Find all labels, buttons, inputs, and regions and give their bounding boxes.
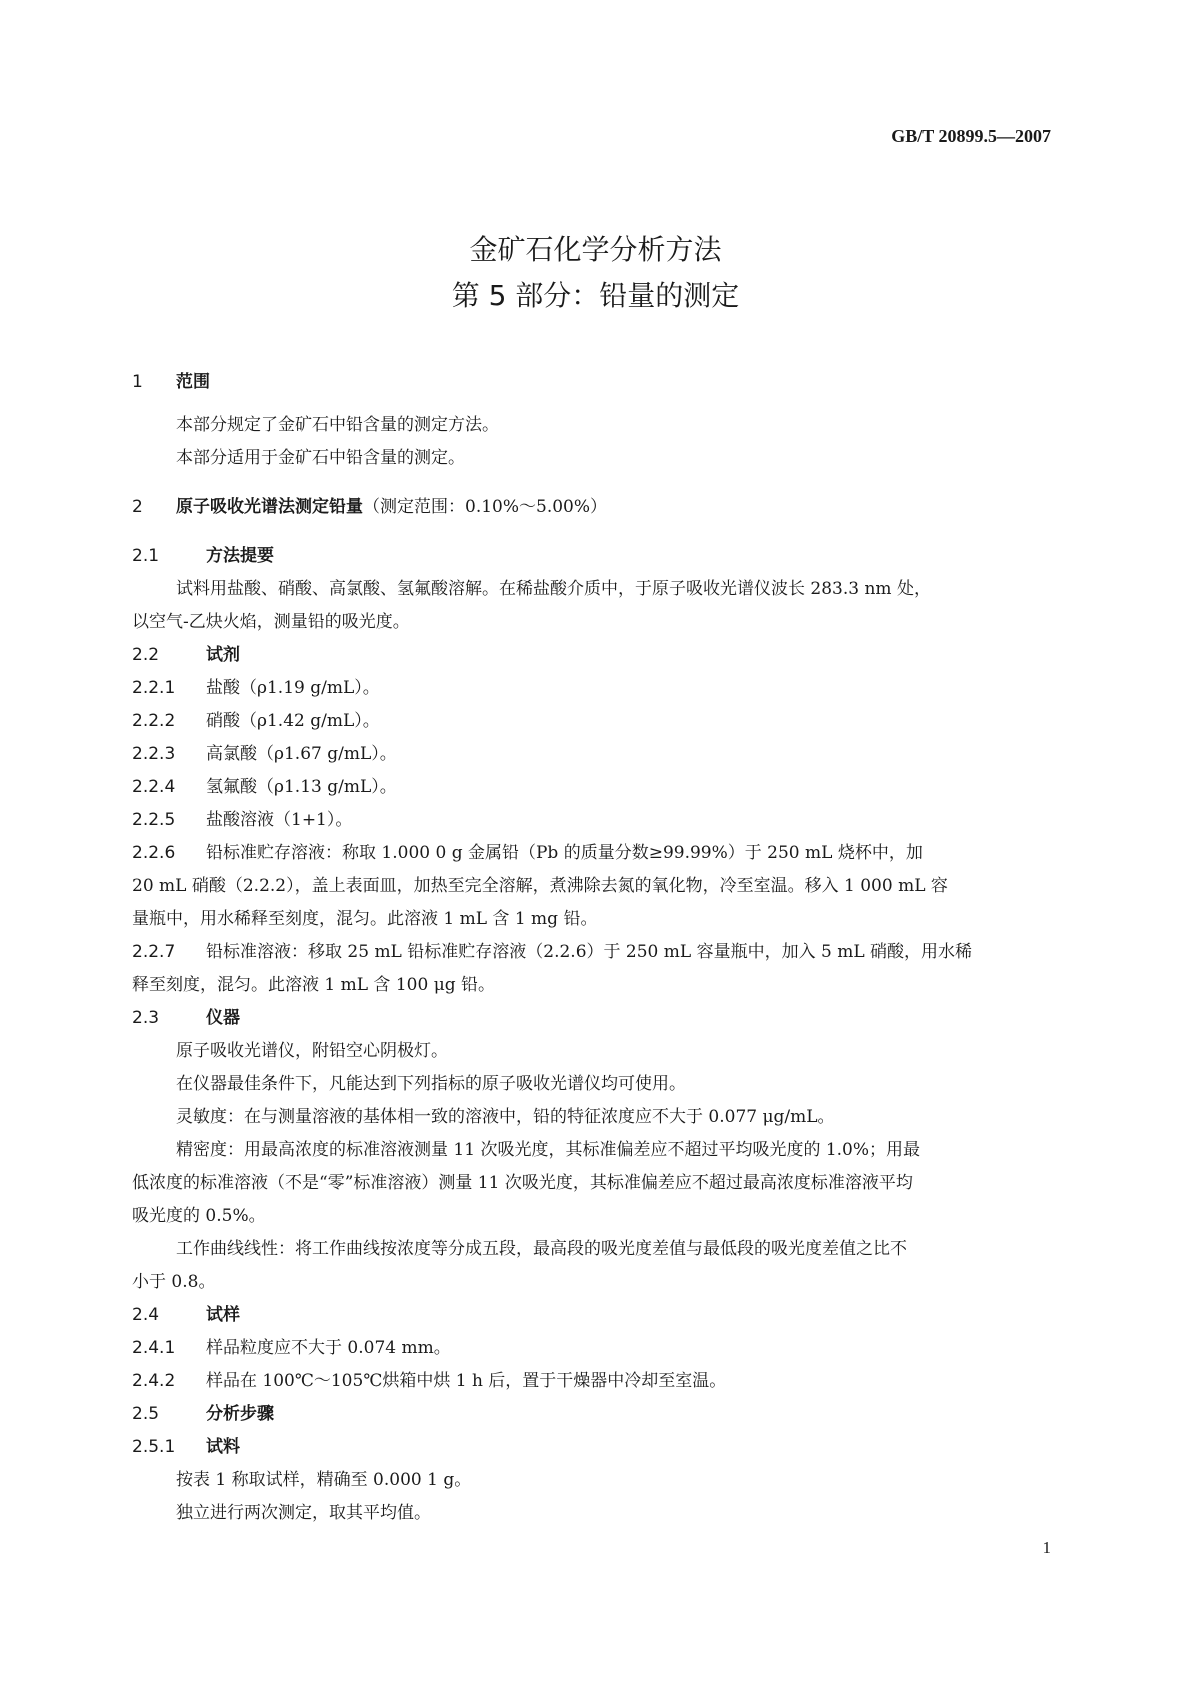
reagent-item bbox=[132, 705, 1052, 738]
section-number: 2.5 bbox=[132, 1404, 160, 1424]
item-number: 2.2.6 bbox=[132, 843, 176, 863]
measurement-range: （测定范围：0.10%～5.00%） bbox=[363, 497, 608, 517]
reagent-item bbox=[132, 672, 1052, 705]
paragraph-line: 试料用盐酸、硝酸、高氯酸、氢氟酸溶解。在稀盐酸介质中，于原子吸收光谱仪波长 283.3 nm 处， bbox=[176, 579, 931, 599]
paragraph-line: 吸光度的 0.5%。 bbox=[132, 1206, 266, 1226]
item-text: 硝酸（ρ1.42 g/mL）。 bbox=[206, 711, 380, 731]
paragraph: 灵敏度：在与测量溶液的基体相一致的溶液中，铅的特征浓度应不大于 0.077 μg/mL。 bbox=[176, 1107, 835, 1127]
paragraph-line: 20 mL 硝酸（2.2.2），盖上表面皿，加热至完全溶解，煮沸除去氮的氧化物，冷至室温。移入 1 000 mL 容 bbox=[132, 876, 948, 896]
paragraph-line: 低浓度的标准溶液（不是“零”标准溶液）测量 11 次吸光度，其标准偏差应不超过最高浓度标准溶液平均 bbox=[132, 1173, 913, 1193]
section-number: 2.5.1 bbox=[132, 1437, 176, 1457]
paragraph-line: 量瓶中，用水稀释至刻度，混匀。此溶液 1 mL 含 1 mg 铅。 bbox=[132, 909, 598, 929]
section-title: 试样 bbox=[206, 1305, 240, 1325]
paragraph: 在仪器最佳条件下，凡能达到下列指标的原子吸收光谱仪均可使用。 bbox=[176, 1074, 686, 1094]
section-number: 2.4 bbox=[132, 1305, 160, 1325]
item-number: 2.2.3 bbox=[132, 744, 176, 764]
sample-item bbox=[132, 1332, 1052, 1365]
item-text: 高氯酸（ρ1.67 g/mL）。 bbox=[206, 744, 397, 764]
section-title: 范围 bbox=[176, 372, 210, 392]
item-text: 样品在 100℃～105℃烘箱中烘 1 h 后，置于干燥器中冷却至室温。 bbox=[206, 1371, 727, 1391]
section-2-5-1-heading bbox=[132, 1431, 1052, 1464]
section-title: 方法提要 bbox=[206, 546, 274, 566]
item-text: 盐酸溶液（1+1）。 bbox=[206, 810, 353, 830]
section-number: 2.3 bbox=[132, 1008, 160, 1028]
item-number: 2.2.2 bbox=[132, 711, 176, 731]
section-number: 2 bbox=[132, 497, 143, 517]
paragraph-line: 以空气-乙炔火焰，测量铅的吸光度。 bbox=[132, 612, 410, 632]
sample-item bbox=[132, 1365, 1052, 1398]
paragraph: 独立进行两次测定，取其平均值。 bbox=[176, 1503, 431, 1523]
section-number: 1 bbox=[132, 372, 143, 392]
paragraph: 按表 1 称取试样，精确至 0.000 1 g。 bbox=[176, 1470, 472, 1490]
paragraph-line: 精密度：用最高浓度的标准溶液测量 11 次吸光度，其标准偏差应不超过平均吸光度的 1.0%；用最 bbox=[176, 1140, 921, 1160]
item-text: 铅标准溶液：移取 25 mL 铅标准贮存溶液（2.2.6）于 250 mL 容量瓶中，加入 5 mL 硝酸，用水稀 bbox=[206, 942, 973, 962]
item-number: 2.4.2 bbox=[132, 1371, 176, 1391]
section-title: 分析步骤 bbox=[206, 1404, 274, 1424]
title-line-1: 金矿石化学分析方法 bbox=[469, 233, 722, 266]
section-2-3-heading bbox=[132, 1002, 1052, 1035]
page-number: 1 bbox=[1042, 1538, 1051, 1557]
paragraph-line: 释至刻度，混匀。此溶液 1 mL 含 100 μg 铅。 bbox=[132, 975, 496, 995]
item-number: 2.4.1 bbox=[132, 1338, 176, 1358]
reagent-item bbox=[132, 936, 1052, 969]
section-title: 试料 bbox=[206, 1437, 240, 1457]
reagent-item bbox=[132, 837, 1052, 870]
standard-code: GB/T 20899.5—2007 bbox=[891, 126, 1051, 146]
reagent-item bbox=[132, 738, 1052, 771]
paragraph-line: 小于 0.8。 bbox=[132, 1272, 216, 1292]
paragraph: 原子吸收光谱仪，附铅空心阴极灯。 bbox=[176, 1041, 448, 1061]
reagent-item bbox=[132, 771, 1052, 804]
document-body bbox=[132, 366, 1052, 1530]
section-number: 2.1 bbox=[132, 546, 160, 566]
section-2-heading bbox=[132, 491, 1052, 524]
paragraph: 本部分规定了金矿石中铅含量的测定方法。 bbox=[176, 415, 499, 435]
section-2-4-heading bbox=[132, 1299, 1052, 1332]
item-number: 2.2.5 bbox=[132, 810, 176, 830]
item-text: 盐酸（ρ1.19 g/mL）。 bbox=[206, 678, 380, 698]
paragraph-line: 工作曲线线性：将工作曲线按浓度等分成五段，最高段的吸光度差值与最低段的吸光度差值之比不 bbox=[176, 1239, 907, 1259]
section-2-1-heading bbox=[132, 540, 1052, 573]
reagent-item bbox=[132, 804, 1052, 837]
section-title: 仪器 bbox=[206, 1008, 240, 1028]
title-line-2: 第 5 部分：铅量的测定 bbox=[451, 279, 740, 312]
section-1-heading bbox=[132, 366, 1052, 399]
paragraph: 本部分适用于金矿石中铅含量的测定。 bbox=[176, 448, 465, 468]
section-number: 2.2 bbox=[132, 645, 160, 665]
section-title: 试剂 bbox=[206, 645, 240, 665]
section-title: 原子吸收光谱法测定铅量 bbox=[176, 497, 363, 517]
item-text: 氢氟酸（ρ1.13 g/mL）。 bbox=[206, 777, 397, 797]
item-number: 2.2.4 bbox=[132, 777, 176, 797]
item-text: 样品粒度应不大于 0.074 mm。 bbox=[206, 1338, 451, 1358]
section-2-5-heading bbox=[132, 1398, 1052, 1431]
item-number: 2.2.1 bbox=[132, 678, 176, 698]
item-number: 2.2.7 bbox=[132, 942, 176, 962]
section-2-2-heading bbox=[132, 639, 1052, 672]
item-text: 铅标准贮存溶液：称取 1.000 0 g 金属铅（Pb 的质量分数≥99.99%）于 250 mL 烧杯中，加 bbox=[206, 843, 923, 863]
